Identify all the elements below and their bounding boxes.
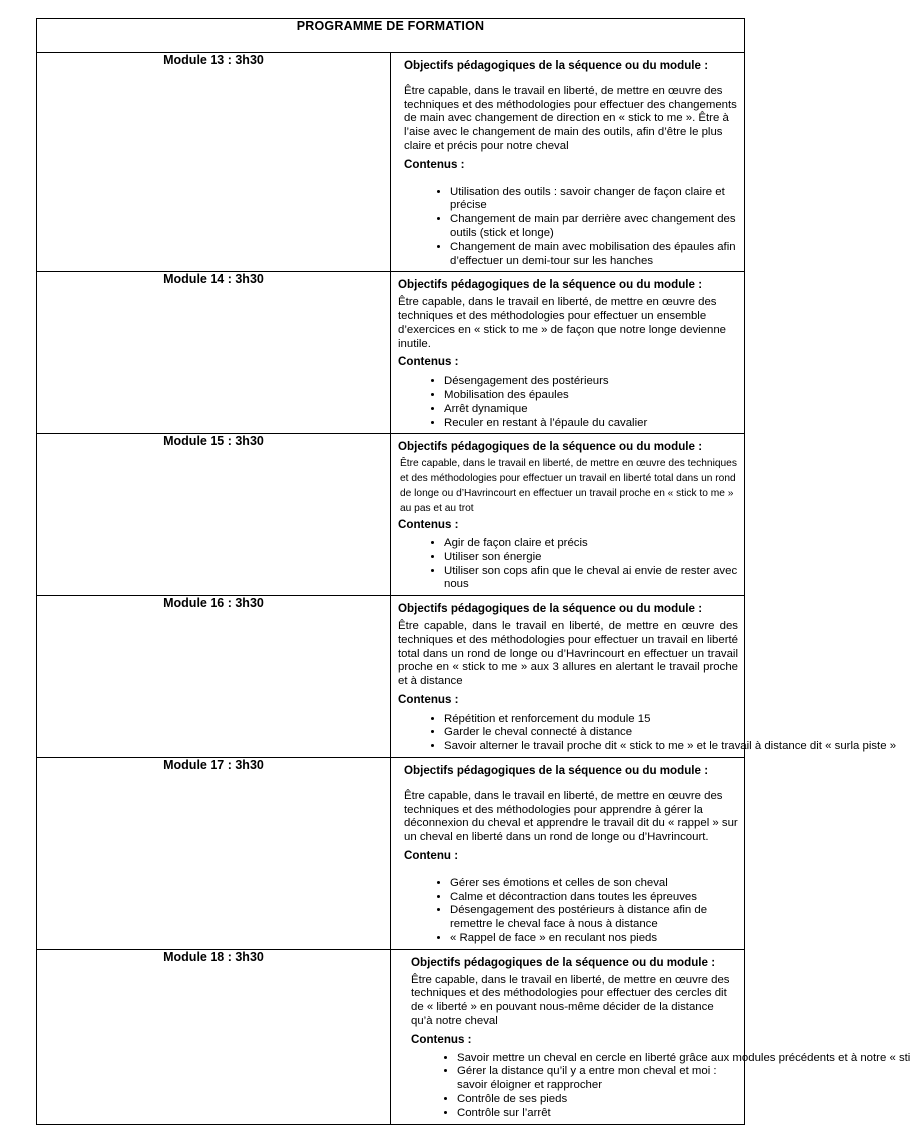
list-item: • Gérer la distance qu’il y a entre mon cheval et moi : savoir éloigner et rapprocher [457,1065,738,1093]
module-label: Module 14 : 3h30 [37,272,391,434]
contents-heading: Contenus : [398,355,459,369]
list-item: • Reculer en restant à l’épaule du cavalier [444,417,738,431]
contents-heading: Contenus : [398,518,459,532]
objectives-heading: Objectifs pédagogiques de la séquence ou du module : [398,602,703,616]
module-row [37,758,745,950]
list-item: • Savoir mettre un cheval en cercle en liberté grâce aux modules précédents et à notre « sti [457,1052,738,1066]
list-item: • Mobilisation des épaules [444,389,738,403]
module-row [37,434,745,596]
module-label: Module 13 : 3h30 [37,53,391,272]
list-item: • Savoir alterner le travail proche dit « stick to me » et le travail à distance dit « surla piste » [444,740,738,754]
objectives-heading: Objectifs pédagogiques de la séquence ou du module : [398,278,703,292]
module-label: Module 15 : 3h30 [37,434,391,596]
list-item: • Agir de façon claire et précis [444,537,738,551]
module-content [391,434,745,596]
objectives-text: Être capable, dans le travail en liberté, de mettre en œuvre des techniques et des méthodologies pour effectuer un travail en liberté total dans un rond de longe ou d’Havrincourt en effectuer un travail proche en « stick to me » aux 3 allures en alertant le travail proche et à distance [398,619,738,688]
module-row [37,272,745,434]
module-content [391,596,897,758]
objectives-text: Être capable, dans le travail en liberté, de mettre en œuvre des techniques et des méthodologies pour effectuer des cercles dit de « liberté » en pouvant nous-même décider de la distance qu’à notre cheval [411,973,730,1028]
contents-list [398,375,738,430]
list-item: • Garder le cheval connecté à distance [444,726,738,740]
module-row [37,596,745,758]
contents-list [404,877,738,946]
list-item: • Arrêt dynamique [444,403,738,417]
list-item: • Utilisation des outils : savoir changer de façon claire et précise [450,186,738,214]
module-label: Module 16 : 3h30 [37,596,391,758]
objectives-heading: Objectifs pédagogiques de la séquence ou du module : [411,955,716,969]
list-item: • Changement de main avec mobilisation des épaules afin d’effectuer un demi-tour sur les hanches [450,241,738,269]
module-label: Module 17 : 3h30 [37,758,391,950]
contents-heading: Contenus : [398,692,459,706]
contents-list [411,1051,910,1121]
training-programme-table [36,18,910,1125]
module-row [37,53,745,272]
list-item: • Gérer ses émotions et celles de son cheval [450,877,738,891]
objectives-text: Être capable, dans le travail en liberté, de mettre en œuvre des techniques et des méthodologies pour effectuer un travail en liberté total dans un rond de longe ou d’Havrincourt en effectuer un travail proche en « stick to me » au pas et au trot [400,458,737,515]
list-item: • Utiliser son énergie [444,551,738,565]
objectives-text: Être capable, dans le travail en liberté, de mettre en œuvre des techniques et des méthodologies pour apprendre à gérer la déconnexion du cheval et apprendre le travail dit du « rappel » sur un cheval en liberté dans un rond de longe ou d’Havrincourt. [404,789,738,844]
module-row [37,949,745,1124]
contents-list [404,186,738,269]
contents-list [398,537,738,592]
contents-heading: Contenu : [404,849,459,863]
list-item: • Répétition et renforcement du module 15 [444,713,738,727]
objectives-heading: Objectifs pédagogiques de la séquence ou du module : [404,764,709,778]
contents-list [398,712,897,754]
list-item: • Changement de main par derrière avec changement des outils (stick et longe) [450,213,738,241]
objectives-heading: Objectifs pédagogiques de la séquence ou du module : [398,440,703,454]
table-title: PROGRAMME DE FORMATION [37,19,745,53]
list-item: • « Rappel de face » en reculant nos pieds [450,932,738,946]
module-content [391,272,745,434]
list-item: • Contrôle sur l’arrêt [457,1107,738,1121]
module-content [391,53,745,272]
module-content [391,758,745,950]
contents-heading: Contenus : [411,1032,472,1046]
objectives-text: Être capable, dans le travail en liberté, de mettre en œuvre des techniques et des méthodologies pour effectuer des changements de main avec changement de direction en « stick to me ». Être à l’aise avec le changement de main des outils, afin d’être le plus claire et précis pour notre cheval [404,84,737,152]
contents-heading: Contenus : [404,157,465,171]
list-item: • Calme et décontraction dans toutes les épreuves [450,891,738,905]
module-label: Module 18 : 3h30 [37,949,391,1124]
module-content [391,949,910,1124]
list-item: • Désengagement des postérieurs [444,375,738,389]
objectives-heading: Objectifs pédagogiques de la séquence ou du module : [404,59,709,72]
list-item: • Contrôle de ses pieds [457,1093,738,1107]
objectives-text: Être capable, dans le travail en liberté, de mettre en œuvre des techniques et des méthodologies pour effectuer un ensemble d’exercices en « stick to me » de façon que notre longe devienne inutile. [398,296,727,350]
list-item: • Désengagement des postérieurs à distance afin de remettre le cheval face à nous à distance [450,904,738,932]
list-item: • Utiliser son cops afin que le cheval ai envie de rester avec nous [444,565,738,593]
